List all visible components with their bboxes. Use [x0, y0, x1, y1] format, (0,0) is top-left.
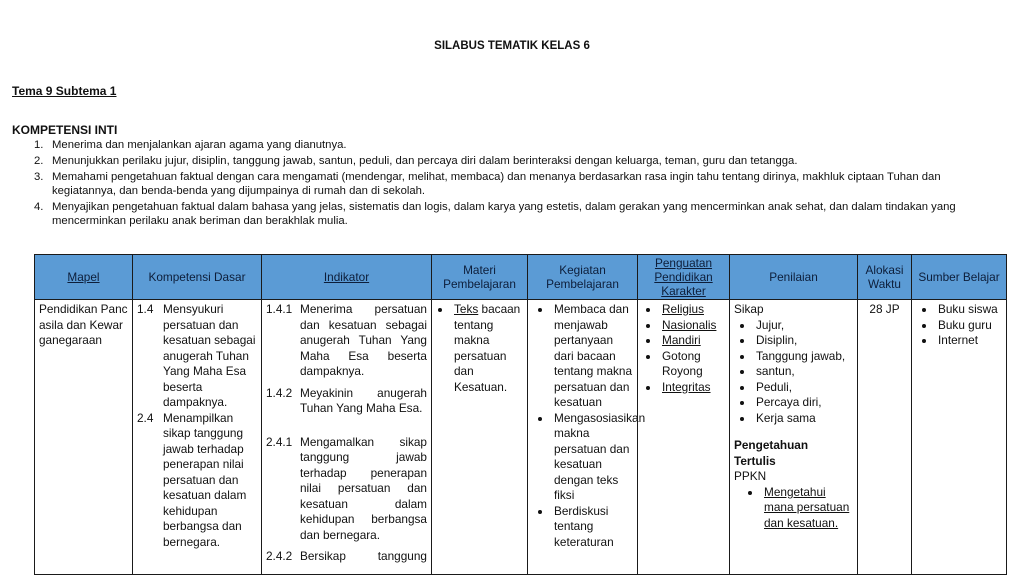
ki-number: 1.: [34, 139, 44, 151]
table-header-row: [35, 255, 1007, 300]
karakter-item: • Nasionalis: [660, 318, 725, 334]
ki-text: Menunjukkan perilaku jujur, disiplin, tanggung jawab, santun, peduli, dan percaya diri dalam berinteraksi dengan keluarga, teman, guru dan tetangga.: [52, 155, 798, 167]
materi-item: • Teks bacaan tentang makna persatuan dan Kesatuan.: [452, 302, 523, 395]
ki-number: 3.: [34, 171, 44, 183]
cell-materi: [432, 300, 528, 575]
alokasi-value: 28 JP: [869, 302, 900, 316]
header-kegiatan: Kegiatan Pembelajaran: [528, 255, 638, 300]
ppkn-label: PPKN: [734, 469, 767, 483]
indikator-number: 2.4.1: [266, 434, 293, 449]
cell-penilaian: [730, 300, 858, 575]
header-materi: Materi Pembelajaran: [432, 255, 528, 300]
cell-indikator: [262, 300, 432, 575]
pengetahuan-label: Pengetahuan Tertulis: [734, 438, 809, 468]
kd-text: Menampilkan sikap tanggung jawab terhadap penerapan nilai persatuan dan kesatuan dalam kehidupan berbangsa dan bernegara.: [163, 410, 247, 549]
cell-kegiatan: [528, 300, 646, 575]
ki-item: [34, 170, 984, 198]
ki-item: [34, 200, 984, 228]
indikator-number: 1.4.2: [266, 385, 293, 400]
indikator-item: [266, 302, 427, 380]
indikator-text: Menerima persatuan dan kesatuan sebagai anugerah Tuhan Yang Maha Esa beserta dampaknya.: [300, 302, 427, 378]
header-sumber: Sumber Belajar: [912, 255, 1007, 300]
kompetensi-inti-heading: KOMPETENSI INTI: [12, 123, 118, 137]
kegiatan-item: • Mengasosiasikan makna persatuan dan kesatuan dengan teks fiksi: [552, 411, 633, 504]
kompetensi-inti-list: [34, 138, 984, 230]
kd-item: [137, 302, 257, 411]
header-alokasi: Alokasi Waktu: [858, 255, 912, 300]
header-indikator: Indikator: [262, 255, 432, 300]
indikator-text: Bersikap tanggung: [300, 549, 427, 563]
ki-text: Memahami pengetahuan faktual dengan cara mengamati (mendengar, melihat, membaca) dan menanya berdasarkan rasa ingin tahu tentang dirinya, makhluk ciptaan Tuhan dan kegiatannya, dan benda-benda yang dijumpainya di rumah dan di sekolah.: [52, 171, 941, 197]
kegiatan-item: • Berdiskusi tentang keteraturan: [552, 504, 633, 551]
indikator-item: [266, 435, 427, 544]
sikap-item: • Jujur,: [754, 318, 853, 334]
tema-subtema-label: Tema 9 Subtema 1: [12, 84, 117, 98]
table-row: [35, 300, 1007, 575]
ki-text: Menyajikan pengetahuan faktual dalam bahasa yang jelas, sistematis dan logis, dalam karya yang estetis, dalam gerakan yang mencerminkan anak sehat, dan dalam tindakan yang mencerminkan perilaku anak beriman dan berakhlak mulia.: [52, 201, 956, 227]
header-mapel: Mapel: [35, 255, 133, 300]
ki-text: Menerima dan menjalankan ajaran agama yang dianutnya.: [52, 139, 347, 151]
cell-kompetensi-dasar: [133, 300, 262, 575]
sikap-label: Sikap: [734, 302, 764, 316]
silabus-table: [34, 254, 1007, 575]
sumber-item: • Internet: [936, 333, 1002, 349]
sumber-item: • Buku guru: [936, 318, 1002, 334]
sikap-item: • Percaya diri,: [754, 395, 853, 411]
sikap-item: • Kerja sama: [754, 411, 853, 427]
cell-penguatan: [638, 300, 730, 575]
kd-text: Mensyukuri persatuan dan kesatuan sebagai anugerah Tuhan Yang Maha Esa beserta dampaknya.: [163, 302, 256, 409]
sikap-item: • santun,: [754, 364, 853, 380]
sikap-item: • Disiplin,: [754, 333, 853, 349]
karakter-item: • Integritas: [660, 380, 725, 396]
cell-alokasi: [858, 300, 912, 575]
kegiatan-item: • Membaca dan menjawab pertanyaan dari bacaan tentang makna persatuan dan kesatuan: [552, 302, 633, 411]
mapel-text: Pendidikan Pancasila dan Kewarganegaraan: [39, 302, 128, 347]
kd-number: 2.4: [137, 410, 154, 425]
karakter-item: • Gotong Royong: [660, 349, 725, 380]
kd-number: 1.4: [137, 302, 154, 316]
ki-item: [34, 138, 984, 152]
pengetahuan-item: • Mengetahui mana persatuan dan kesatuan.: [762, 485, 853, 532]
karakter-item: • Mandiri: [660, 333, 725, 349]
header-penilaian: Penilaian: [730, 255, 858, 300]
ki-item: [34, 154, 984, 168]
cell-mapel: [35, 300, 133, 575]
document-title: SILABUS TEMATIK KELAS 6: [434, 40, 590, 52]
sikap-item: • Peduli,: [754, 380, 853, 396]
cell-sumber: [912, 300, 1007, 575]
header-kompetensi-dasar: Kompetensi Dasar: [133, 255, 262, 300]
indikator-item: [266, 386, 427, 417]
ki-number: 2.: [34, 155, 44, 167]
kd-item: [137, 411, 257, 551]
indikator-number: 2.4.2: [266, 549, 293, 563]
indikator-item: [266, 549, 427, 565]
sumber-item: • Buku siswa: [936, 302, 1002, 318]
indikator-number: 1.4.1: [266, 302, 293, 316]
karakter-item: • Religius: [660, 302, 725, 318]
indikator-text: Mengamalkan sikap tanggung jawab terhadap penerapan nilai persatuan dan kesatuan dalam kehidupan berbangsa dan bernegara.: [300, 434, 427, 542]
indikator-text: Meyakinin anugerah Tuhan Yang Maha Esa.: [300, 385, 427, 415]
sikap-item: • Tanggung jawab,: [754, 349, 853, 365]
ki-number: 4.: [34, 201, 44, 213]
header-penguatan: Penguatan Pendidikan Karakter: [638, 255, 730, 300]
